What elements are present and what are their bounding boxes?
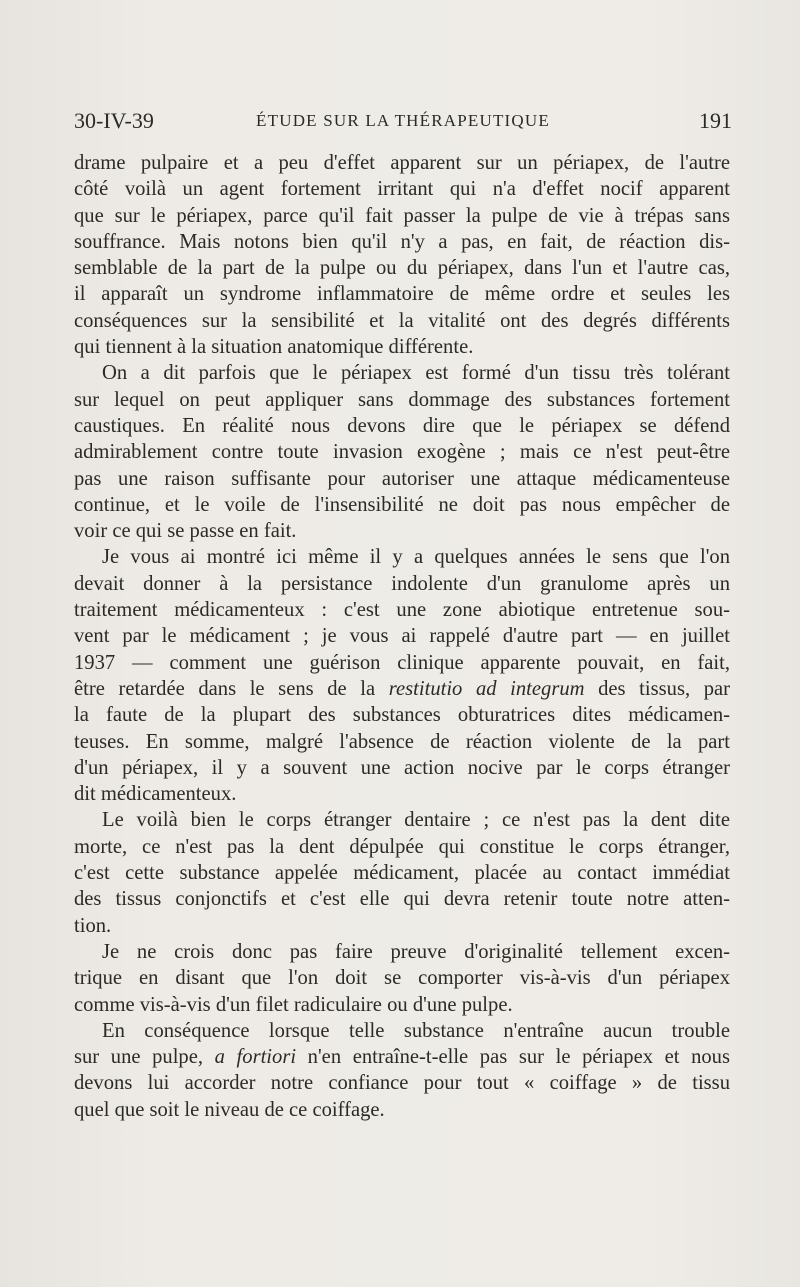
- header-date: 30-IV-39: [74, 108, 154, 133]
- text-line: drame pulpaire et a peu d'effet apparent sur un périapex, de l'autre: [74, 152, 730, 174]
- page-number: 191: [699, 108, 732, 133]
- text-line: vent par le médicament ; je vous ai rappelé d'autre part — en juillet: [74, 625, 730, 648]
- text-line: semblable de la part de la pulpe ou du périapex, dans l'un et l'autre cas,: [74, 257, 730, 280]
- text-line: sur une pulpe, a fortiori n'en entraîne-t-elle pas sur le périapex et nous: [74, 1046, 730, 1069]
- paragraph: [74, 150, 730, 360]
- text-line: la faute de la plupart des substances obturatrices dites médicamen-: [74, 704, 730, 727]
- paragraph: [74, 939, 730, 1018]
- text-line: d'un périapex, il y a souvent une action nocive par le corps étranger: [74, 756, 730, 779]
- text-line: traitement médicamenteux : c'est une zone abiotique entretenue sou-: [74, 599, 730, 622]
- text-line: sur lequel on peut appliquer sans dommage des substances fortement: [74, 388, 730, 411]
- text-line: caustiques. En réalité nous devons dire que le périapex se défend: [74, 414, 730, 437]
- text-line: Je vous ai montré ici même il y a quelques années le sens que l'on: [102, 546, 730, 569]
- text-line: morte, ce n'est pas la dent dépulpée qui constitue le corps étranger,: [74, 835, 730, 858]
- text-line: voir ce qui se passe en fait.: [74, 520, 297, 543]
- text-line: On a dit parfois que le périapex est formé d'un tissu très tolérant: [102, 362, 730, 385]
- text-line: En conséquence lorsque telle substance n'entraîne aucun trouble: [102, 1019, 730, 1042]
- text-line: 1937 — comment une guérison clinique apparente pouvait, en fait,: [74, 651, 730, 674]
- text-line: qui tiennent à la situation anatomique différente.: [74, 336, 474, 359]
- text-line: Le voilà bien le corps étranger dentaire ; ce n'est pas la dent dite: [102, 809, 730, 832]
- paragraph: [74, 1018, 730, 1123]
- running-header: [74, 103, 732, 139]
- text-line: dit médicamenteux.: [74, 783, 237, 806]
- text-line: quel que soit le niveau de ce coiffage.: [74, 1098, 385, 1121]
- text-line: souffrance. Mais notons bien qu'il n'y a pas, en fait, de réaction dis-: [74, 230, 730, 253]
- text-line: devait donner à la persistance indolente d'un granulome après un: [74, 572, 730, 595]
- text-line: être retardée dans le sens de la restitutio ad integrum des tissus, par: [74, 677, 730, 700]
- text-line: pas une raison suffisante pour autoriser une attaque médicamenteuse: [74, 467, 730, 490]
- text-line: teuses. En somme, malgré l'absence de réaction violente de la part: [74, 730, 730, 753]
- text-line: trique en disant que l'on doit se comporter vis-à-vis d'un périapex: [74, 967, 730, 990]
- text-line: continue, et le voile de l'insensibilité ne doit pas nous empêcher de: [74, 493, 730, 516]
- text-line: Je ne crois donc pas faire preuve d'originalité tellement excen-: [102, 940, 730, 963]
- header-title: ÉTUDE SUR LA THÉRAPEUTIQUE: [256, 111, 550, 130]
- text-line: admirablement contre toute invasion exogène ; mais ce n'est peut-être: [74, 441, 730, 464]
- text-line: c'est cette substance appelée médicament, placée au contact immédiat: [74, 862, 730, 885]
- text-line: conséquences sur la sensibilité et la vitalité ont des degrés différents: [74, 309, 730, 332]
- text-line: il apparaît un syndrome inflammatoire de même ordre et seules les: [74, 283, 730, 306]
- text-line: devons lui accorder notre confiance pour tout « coiffage » de tissu: [74, 1072, 730, 1095]
- text-line: des tissus conjonctifs et c'est elle qui devra retenir toute notre atten-: [74, 888, 730, 911]
- text-line: côté voilà un agent fortement irritant qui n'a d'effet nocif apparent: [74, 178, 730, 201]
- paragraph: [74, 360, 730, 544]
- paragraph: [74, 807, 730, 938]
- body-text: [74, 150, 730, 1123]
- text-line: tion.: [74, 914, 112, 937]
- text-line: que sur le périapex, parce qu'il fait passer la pulpe de vie à trépas sans: [74, 204, 730, 227]
- text-line: comme vis-à-vis d'un filet radiculaire ou d'une pulpe.: [74, 993, 513, 1016]
- paragraph: [74, 544, 730, 807]
